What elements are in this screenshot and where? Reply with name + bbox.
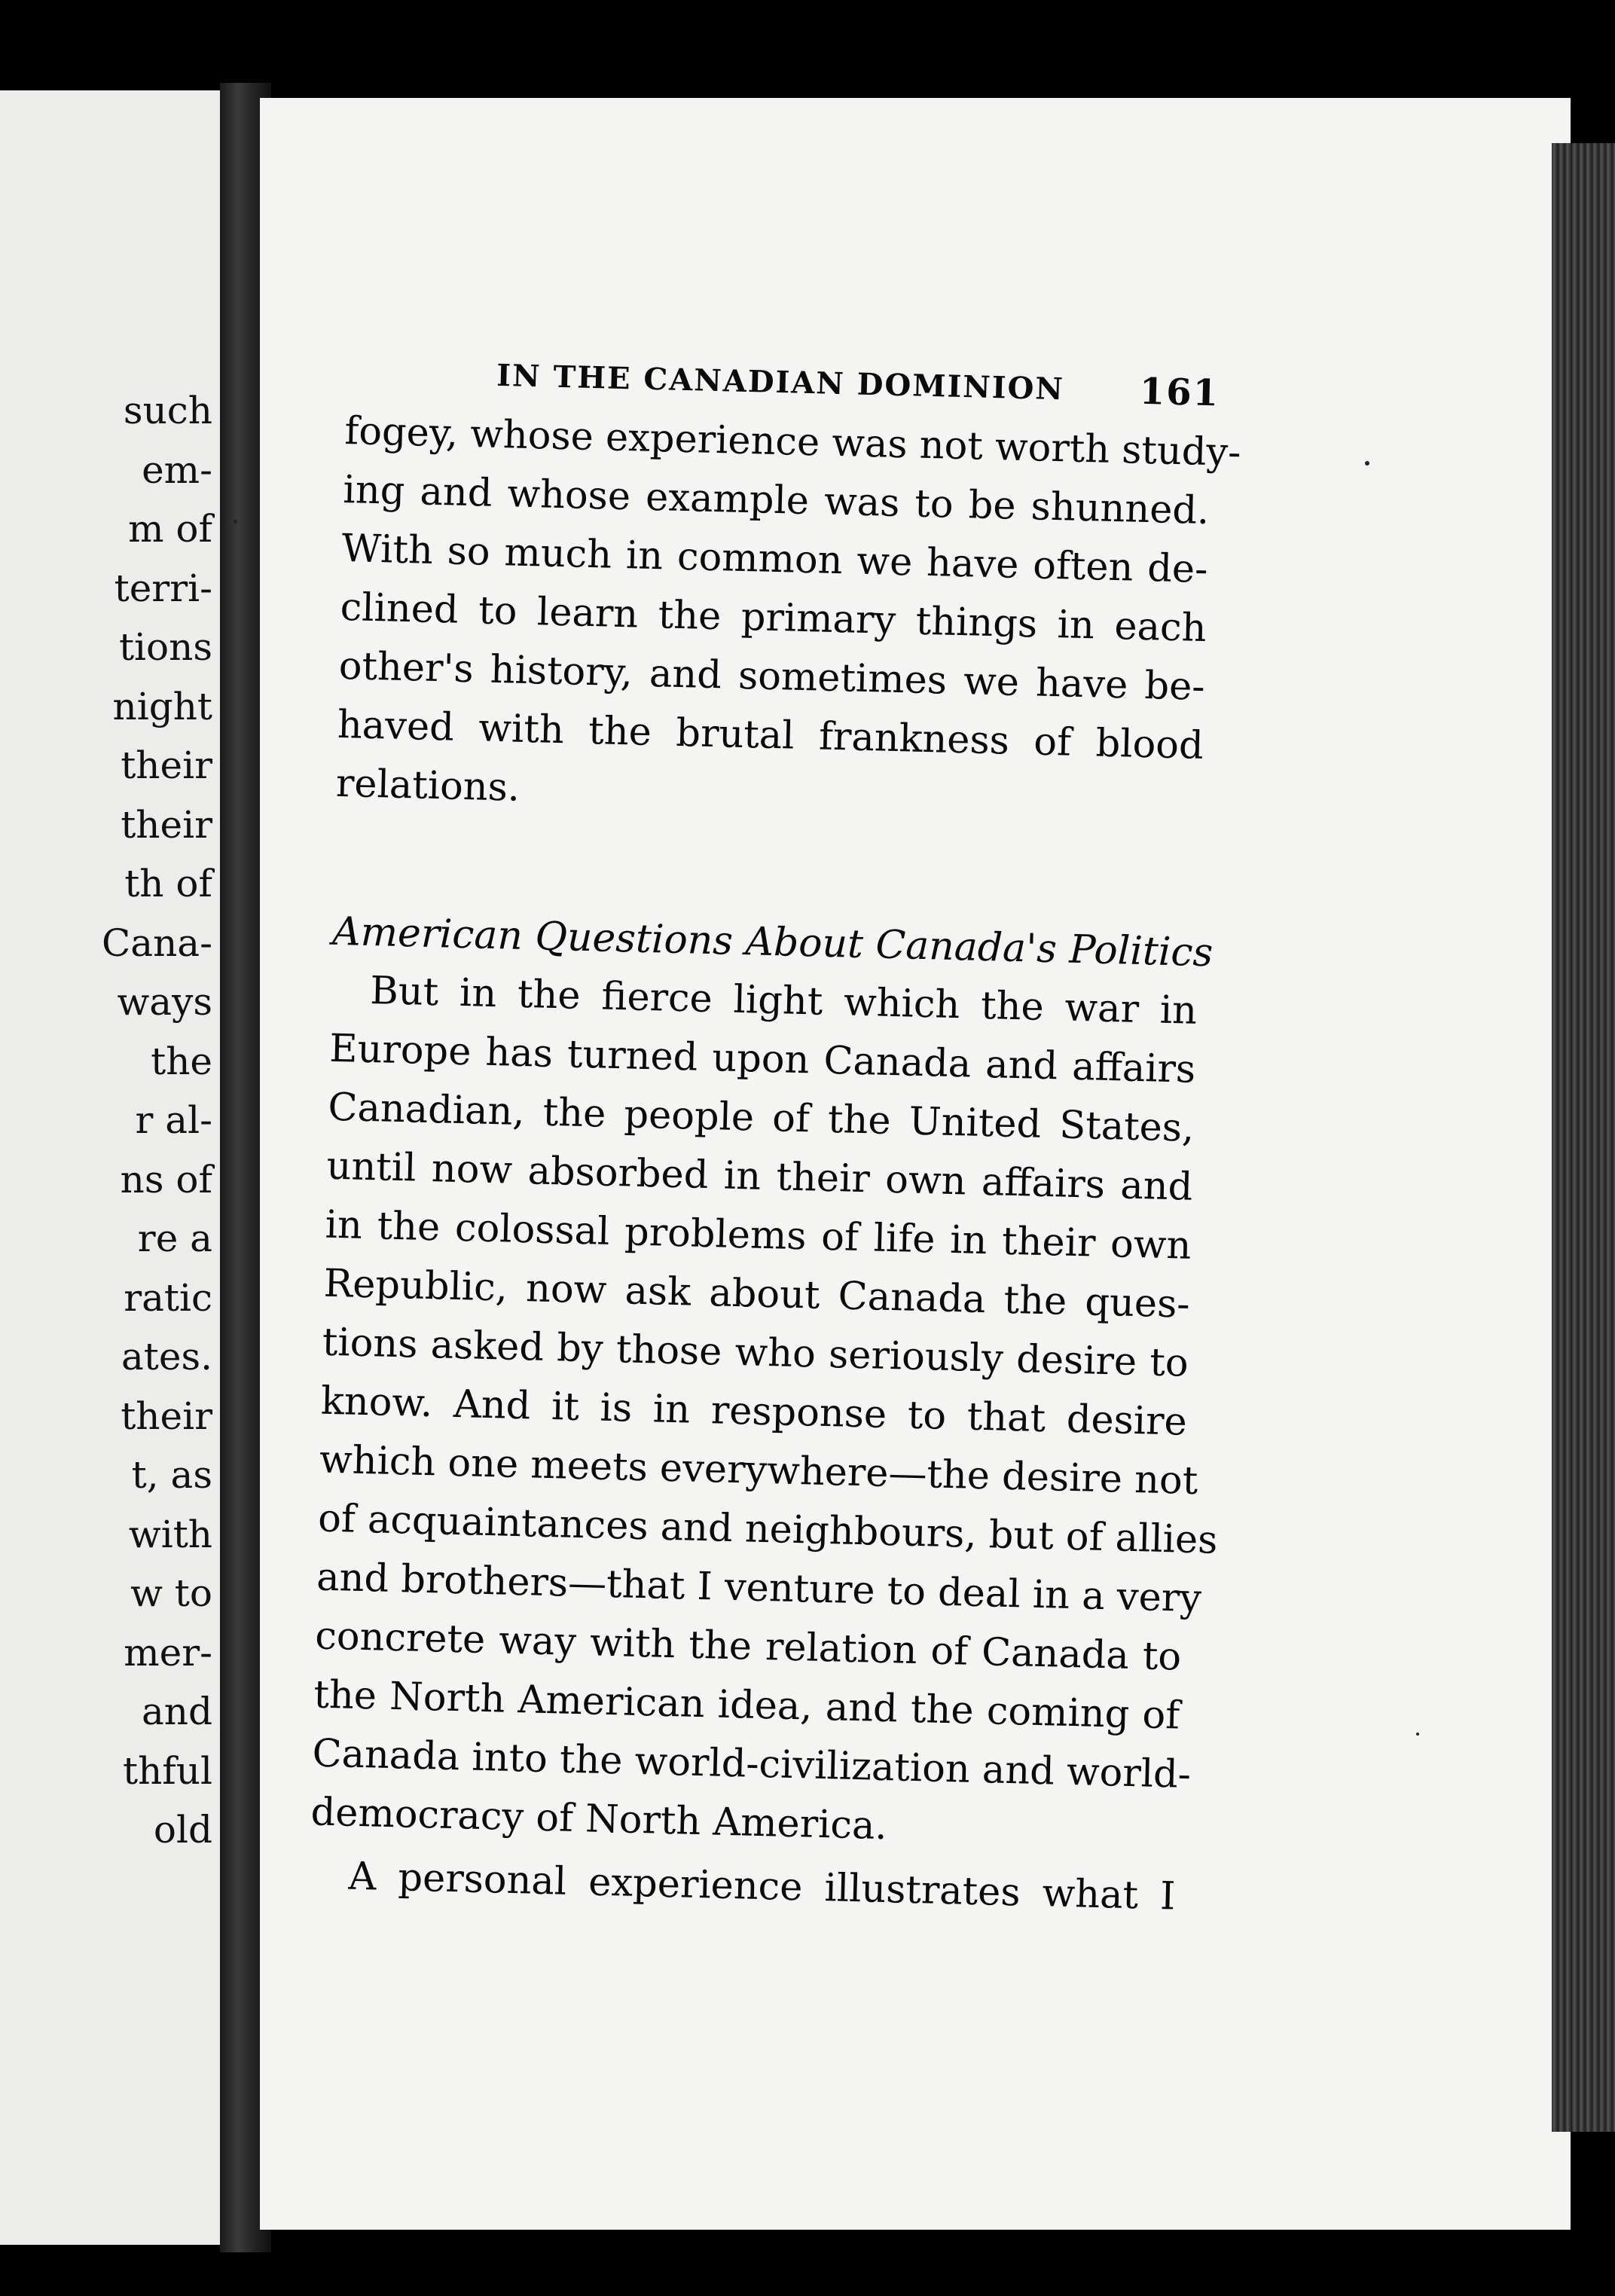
text-line: concrete way with the relation of Canada to (314, 1614, 1182, 1680)
text-line: relations. (335, 761, 521, 811)
text-line: Europe has turned upon Canada and affairs (328, 1026, 1196, 1092)
left-page-line-fragment: tions (118, 625, 212, 669)
left-page-line-fragment: ates. (121, 1335, 212, 1379)
text-line: clined to learn the primary things in each (340, 585, 1207, 651)
text-line: With so much in common we have often de- (340, 526, 1209, 593)
page-number: 161 (1139, 370, 1220, 415)
left-page-line-fragment: mer- (124, 1630, 212, 1675)
running-head-title: IN THE CANADIAN DOMINION (496, 357, 1065, 408)
left-page-line-fragment: Cana- (102, 921, 212, 965)
text-line: Canada into the world-civilization and world- (311, 1731, 1192, 1797)
text-line: haved with the brutal frankness of blood (337, 702, 1204, 768)
left-page-line-fragment: the (151, 1039, 212, 1083)
text-line: other's history, and sometimes we have be- (338, 643, 1206, 710)
text-line: which one meets everywhere—the desire not (319, 1437, 1198, 1504)
text-line: ing and whose example was to be shunned. (342, 467, 1210, 534)
text-line: democracy of North America. (310, 1790, 888, 1849)
left-page-line-fragment: m of (128, 507, 212, 551)
text-line: the North American idea, and the coming of (313, 1672, 1180, 1739)
page-edge-stack (1552, 143, 1615, 2132)
text-line: But in the fierce light which the war in (369, 969, 1198, 1034)
print-speck (1416, 1733, 1419, 1736)
left-page-line-fragment: and (141, 1690, 212, 1733)
left-page-line-fragment: ns of (120, 1157, 212, 1201)
left-page-line-fragment: their (121, 743, 212, 787)
section-heading: American Questions About Canada's Politics (331, 908, 1214, 976)
left-page-line-fragment: thful (123, 1748, 212, 1793)
left-page-line-fragment: their (121, 802, 212, 847)
left-page-line-fragment: with (128, 1512, 212, 1556)
text-line: Canadian, the people of the United States, (327, 1085, 1195, 1151)
paragraph-body (310, 961, 1219, 1864)
left-page-line-fragment: old (153, 1808, 212, 1852)
left-page-line-fragment: w to (130, 1571, 212, 1615)
text-line: tions asked by those who seriously desire to (322, 1320, 1189, 1386)
left-page-line-fragment: th of (124, 862, 212, 905)
left-page-line-fragment: night (112, 684, 212, 728)
text-line: until now absorbed in their own affairs and (325, 1143, 1194, 1210)
text-line: in the colossal problems of life in their own (325, 1202, 1192, 1269)
print-speck (1365, 461, 1369, 466)
paragraph-continuation (335, 402, 1242, 835)
print-speck (234, 520, 237, 524)
left-page (0, 90, 226, 2245)
left-page-line-fragment: re a (137, 1217, 212, 1260)
text-line: and brothers—that I venture to deal in a very (316, 1555, 1202, 1622)
left-page-line-fragment: such (123, 389, 212, 432)
text-line: of acquaintances and neighbours, but of allies (317, 1496, 1219, 1563)
text-line: Republic, now ask about Canada the ques- (323, 1261, 1191, 1327)
left-page-line-fragment: ways (117, 980, 212, 1024)
left-page-line-fragment: their (121, 1394, 212, 1438)
left-page-line-fragment: r al- (135, 1098, 212, 1142)
text-line: A personal experience illustrates what I (347, 1854, 1177, 1919)
right-page-text-block (309, 354, 1242, 1926)
left-page-line-fragment: t, as (131, 1453, 212, 1497)
left-page-line-fragment: em- (142, 447, 212, 492)
left-page-line-fragment: terri- (114, 566, 212, 610)
text-line: know. And it is in response to that desire (320, 1379, 1188, 1445)
text-line: fogey, whose experience was not worth study- (343, 408, 1242, 476)
left-page-line-fragment: ratic (124, 1275, 212, 1320)
